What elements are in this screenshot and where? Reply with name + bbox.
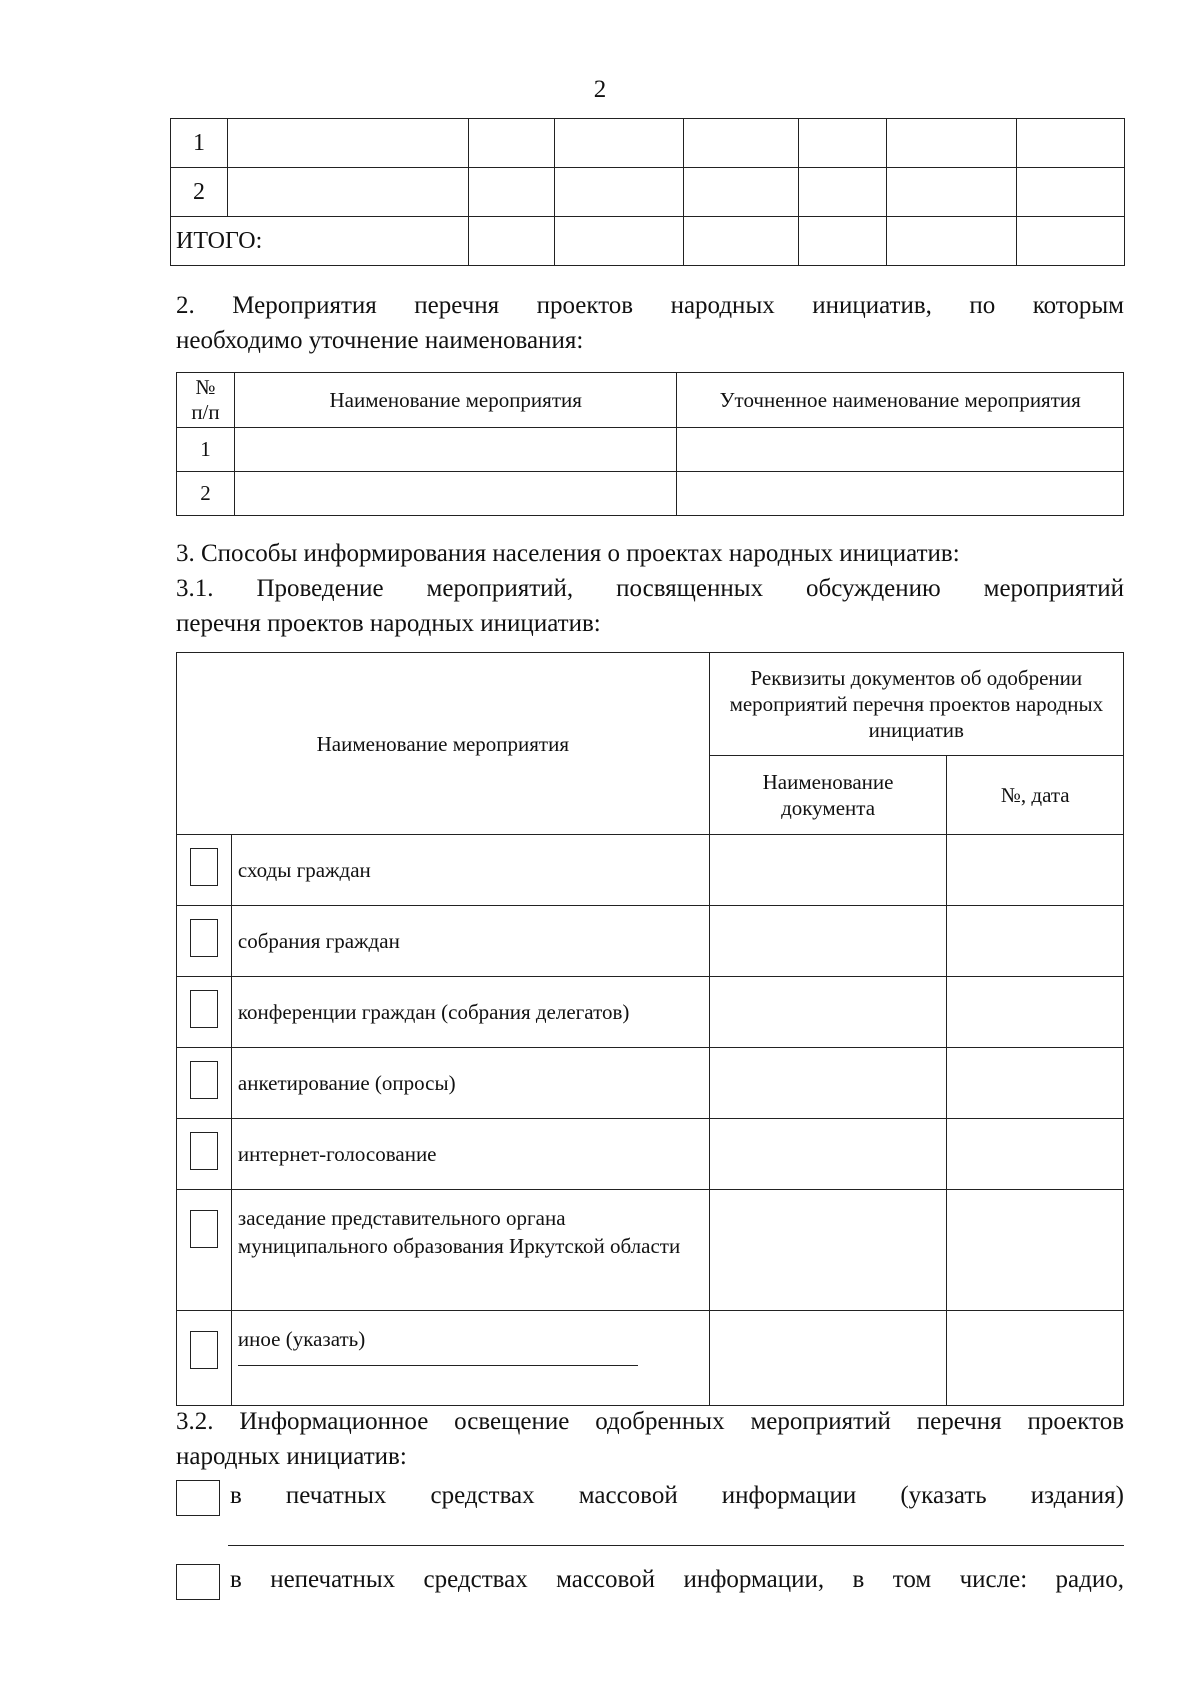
option-nonprint-media [176, 1562, 1124, 1597]
table-row [177, 977, 1124, 1048]
header-requisites: Реквизиты документов об одобрении мероприятий перечня проектов народных инициатив [709, 653, 1123, 756]
header-refined-name: Уточненное наименование мероприятия [677, 373, 1124, 428]
event-checkbox[interactable] [190, 919, 218, 957]
page-number: 2 [593, 76, 607, 103]
header-number: № п/п [177, 373, 235, 428]
event-checkbox[interactable] [190, 1132, 218, 1170]
row-number: 2 [177, 472, 235, 516]
table-row [177, 906, 1124, 977]
table-header-row [177, 373, 1124, 428]
section2-heading-line2: необходимо уточнение наименования: [176, 327, 584, 354]
table-row [177, 1311, 1124, 1406]
nonprint-media-checkbox[interactable] [176, 1564, 220, 1600]
header-doc-name: Наименование документа [709, 756, 947, 835]
event-checkbox[interactable] [190, 1061, 218, 1099]
table-row [177, 1119, 1124, 1190]
header-event-name: Наименование мероприятия [234, 373, 677, 428]
other-specify-line[interactable] [238, 1365, 638, 1366]
events-table [176, 652, 1124, 1406]
table-header-row [177, 653, 1124, 756]
event-label: конференции граждан (собрания делегатов) [231, 977, 709, 1048]
refinement-table [176, 372, 1124, 516]
header-doc-num-date: №, дата [947, 756, 1124, 835]
section31-heading-line1: 3.1. Проведение мероприятий, посвященных обсуждению мероприятий [176, 575, 1124, 602]
row-number: 1 [171, 119, 228, 168]
row-number: 2 [171, 168, 228, 217]
section32-heading-line1: 3.2. Информационное освещение одобренных мероприятий перечня проектов [176, 1408, 1124, 1435]
row-number: 1 [177, 428, 235, 472]
section2-heading-line1: 2. Мероприятия перечня проектов народных инициатив, по которым [176, 292, 1124, 319]
table-row [171, 119, 1125, 168]
table-row [177, 472, 1124, 516]
event-label: интернет-голосование [231, 1119, 709, 1190]
print-media-checkbox[interactable] [176, 1480, 220, 1516]
total-label: ИТОГО: [171, 217, 469, 266]
table-row [177, 1190, 1124, 1311]
table-row [171, 168, 1125, 217]
table-row [177, 428, 1124, 472]
event-label: сходы граждан [231, 835, 709, 906]
option-print-media [176, 1478, 1124, 1513]
section31-heading-line2: перечня проектов народных инициатив: [176, 610, 601, 637]
option-nonprint-media-label: в непечатных средствах массовой информации, в том числе: радио, [230, 1566, 1124, 1593]
print-media-specify-line[interactable] [228, 1545, 1124, 1546]
section32-heading-line2: народных инициатив: [176, 1443, 407, 1470]
event-checkbox[interactable] [190, 1331, 218, 1369]
event-label: собрания граждан [231, 906, 709, 977]
event-label: иное (указать) [237, 1327, 366, 1351]
event-checkbox[interactable] [190, 990, 218, 1028]
total-row [171, 217, 1125, 266]
event-label: заседание представительного органа муниципального образования Иркутской области [231, 1190, 709, 1311]
event-other [231, 1311, 709, 1406]
table-row [177, 835, 1124, 906]
event-checkbox[interactable] [190, 1210, 218, 1248]
option-print-media-label: в печатных средствах массовой информации (указать издания) [230, 1482, 1124, 1509]
header-event-name: Наименование мероприятия [177, 653, 710, 835]
table-row [177, 1048, 1124, 1119]
section3-heading: 3. Способы информирования населения о проектах народных инициатив: [176, 540, 960, 567]
event-checkbox[interactable] [190, 848, 218, 886]
summary-table [170, 118, 1125, 266]
event-label: анкетирование (опросы) [231, 1048, 709, 1119]
